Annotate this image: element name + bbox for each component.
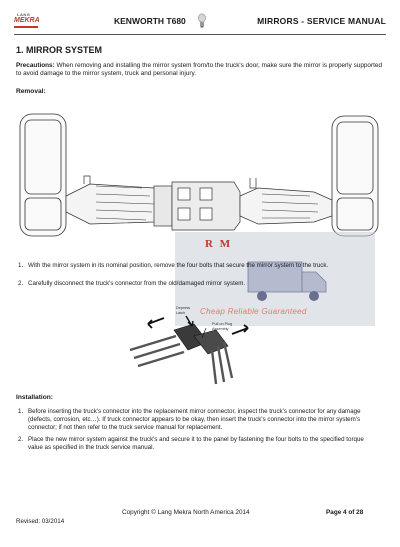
lang-mekra-logo: LANG MEKRA: [14, 12, 44, 32]
precautions-paragraph: [16, 62, 384, 79]
mirror-system-drawing: [14, 112, 386, 242]
depress-latch-label: Depress Latch: [176, 306, 191, 315]
precautions-label: Precautions:: [16, 62, 55, 69]
installation-step-2: 2. Place the new mirror system against the truck's and secure it to the panel by fastening the four bolts to the specified torque value as specified in the truck service manual.: [18, 436, 364, 451]
watermark-slogan: Cheap Reliable Guaranteed: [200, 307, 307, 316]
connector-drawing: [128, 298, 258, 388]
left-mirror-head: [20, 114, 66, 236]
header-model: KENWORTH T680: [114, 16, 186, 26]
connector-wires-left: [130, 336, 184, 366]
right-mirror-head: [332, 116, 378, 236]
removal-step-1: 1. With the mirror system in its nominal position, remove the four bolts that secure the mirror system to the truck.: [18, 262, 329, 269]
page-header: [14, 10, 386, 34]
door-mount-bracket: [172, 182, 240, 230]
removal-label: Removal:: [16, 88, 46, 95]
lightbulb-icon: [197, 13, 207, 29]
installation-step-1: 1. Before inserting the truck's connector into the replacement mirror connector, inspect the truck's connector for any damage (defects, corrosion, etc…). If truck connector appears to be okay, then insert the truck's connector into the mirror system's connector; if not then refer to the truck service manual for replacement.: [18, 408, 361, 431]
footer-copyright: Copyright © Lang Mekra North America 2014: [122, 509, 250, 516]
installation-label: Installation:: [16, 394, 53, 401]
footer-revised: Revised: 03/2014: [16, 518, 65, 525]
removal-step-2: 2. Carefully disconnect the truck's connector from the old/damaged mirror system.: [18, 280, 246, 287]
right-mirror-arm: [240, 178, 332, 224]
pull-plug-label: Pull on Plug Assembly: [212, 322, 233, 331]
pull-right-arrow: [232, 325, 248, 334]
header-title: MIRRORS - SERVICE MANUAL: [257, 16, 386, 26]
footer-page-number: Page 4 of 28: [326, 509, 364, 516]
left-mirror-arm: [66, 176, 172, 226]
header-divider: [14, 34, 386, 35]
section-title: 1. MIRROR SYSTEM: [16, 45, 103, 55]
precautions-text: When removing and installing the mirror system from/to the truck's door, make sure the mirror is properly supported to avoid damage to the mirror system, truck and personal injury.: [16, 62, 382, 78]
pull-left-arrow: [148, 318, 164, 328]
watermark-brand: R M: [205, 238, 233, 250]
